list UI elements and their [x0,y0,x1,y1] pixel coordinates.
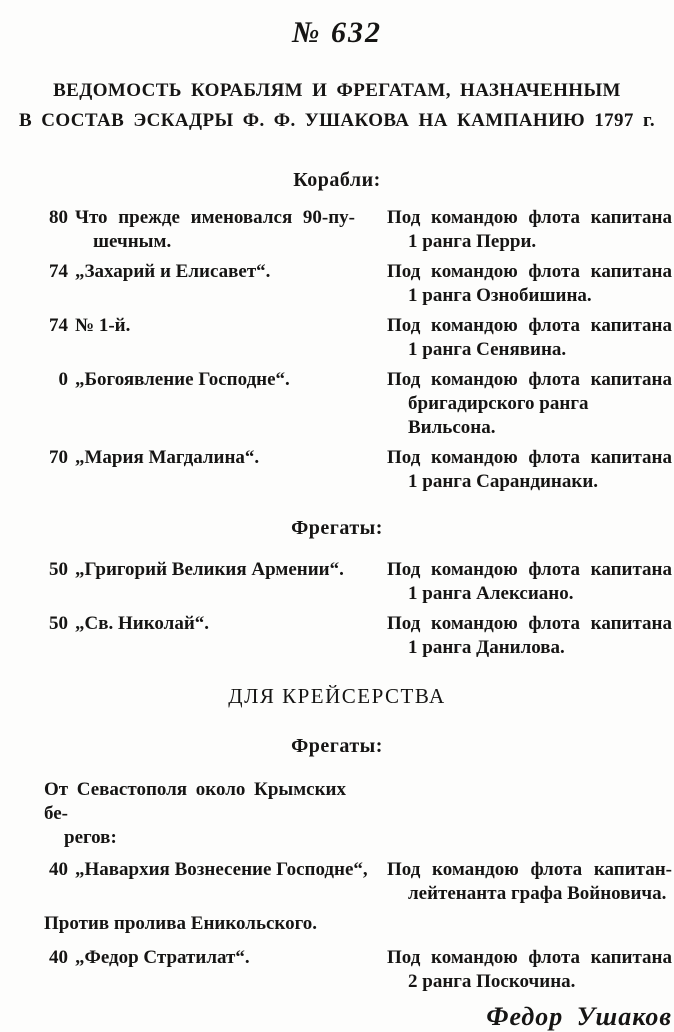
commander-line-1: Под командою флота капитана [387,261,672,282]
commander-line-2: 1 ранга Сенявина. [408,339,567,360]
ships-rows [44,206,672,494]
gun-count: 80 [49,207,68,228]
commander-line-2: 1 ранга Ознобишина. [408,285,592,306]
ship-name [75,260,355,284]
signature: Федор Ушаков [486,1002,672,1031]
gun-count: 74 [49,315,68,336]
commander-line-2: бригадирского ранга Вильсона. [408,393,589,438]
commander-line-2: 1 ранга Алексиано. [408,583,574,604]
commander [387,858,672,906]
title-line-1: ВЕДОМОСТЬ КОРАБЛЯМ И ФРЕГАТАМ, НАЗНАЧЕННЫМ [53,80,621,101]
commander [387,612,672,660]
gun-count: 74 [49,261,68,282]
note-yenikale: Против пролива Еникольского. [44,913,318,934]
commander-line-1: Под командою флота капитана [387,207,672,228]
section-heading-frigates: Фрегаты: [291,517,383,539]
ship-entry [44,558,672,606]
commander [387,260,672,308]
ship-name-line-1: „Богоявление Господне“. [75,369,290,390]
gun-count: 70 [49,447,68,468]
ship-name [75,612,355,636]
ship-entry [44,446,672,494]
note-line-2: регов: [64,827,117,848]
section-subheading-frigates: Фрегаты: [291,735,383,757]
ship-name-line-1: „Захарий и Елисавет“. [75,261,271,282]
commander-line-2: 2 ранга Поскочина. [408,971,576,992]
commander-line-1: Под командою флота капитан- [387,859,672,880]
commander [387,946,672,994]
document-number: № 632 [292,16,382,49]
ship-name-line-1: „Григорий Великия Армении“. [75,559,344,580]
commander [387,206,672,254]
ship-entry [44,858,672,906]
title-line-2: В СОСТАВ ЭСКАДРЫ Ф. Ф. УШАКОВА НА КАМПАНИЮ 1797 г. [18,110,655,131]
commander [387,368,672,440]
ship-name [75,858,368,882]
ship-entry [44,946,672,994]
note-line-1: От Севастополя около Крымских бе- [44,779,346,824]
gun-count: 0 [58,369,68,390]
ship-name [75,368,355,392]
document-title [0,76,674,136]
frigates-list [44,558,672,660]
ship-name-line-1: № 1-й. [75,315,131,336]
ship-name [75,314,355,338]
ship-entry [44,206,672,254]
ship-name-line-2: шечным. [93,231,172,252]
commander [387,446,672,494]
commander-line-1: Под командою флота капитана [387,447,672,468]
ship-entry [44,612,672,660]
commander-line-1: Под командою флота капитана [387,315,672,336]
ship-name-line-1: „Федор Стратилат“. [75,947,250,968]
ship-entry [44,368,672,440]
commander-line-2: 1 ранга Перри. [408,231,537,252]
ship-entry [44,314,672,362]
cruising-list [44,778,672,994]
commander [387,314,672,362]
ship-name-line-1: „Навархия Вознесение Господне“, [75,859,368,880]
gun-count: 40 [49,859,68,880]
ship-name [75,446,355,470]
section-heading-cruising: ДЛЯ КРЕЙСЕРСТВА [228,684,446,708]
ship-name [75,946,355,970]
ship-name-line-1: „Св. Николай“. [75,613,210,634]
ship-entry [44,260,672,308]
gun-count: 50 [49,559,68,580]
commander-line-1: Под командою флота капитана [387,559,672,580]
document-page [0,16,674,1031]
ship-name [75,206,355,254]
ship-name [75,558,355,582]
gun-count: 40 [49,947,68,968]
gun-count: 50 [49,613,68,634]
frigates-rows [44,558,672,660]
section-heading-ships: Корабли: [293,169,381,191]
note-sevastopol [44,778,346,850]
commander-line-2: 1 ранга Данилова. [408,637,565,658]
ships-list [44,206,672,494]
commander-line-1: Под командою флота капитана [387,613,672,634]
commander-line-1: Под командою флота капитана [387,369,672,390]
commander-line-2: 1 ранга Сарандинаки. [408,471,599,492]
commander-line-1: Под командою флота капитана [387,947,672,968]
commander-line-2: лейтенанта графа Войновича. [408,883,667,904]
ship-name-line-1: „Мария Магдалина“. [75,447,260,468]
ship-name-line-1: Что прежде именовался 90-пу- [75,207,355,228]
commander [387,558,672,606]
